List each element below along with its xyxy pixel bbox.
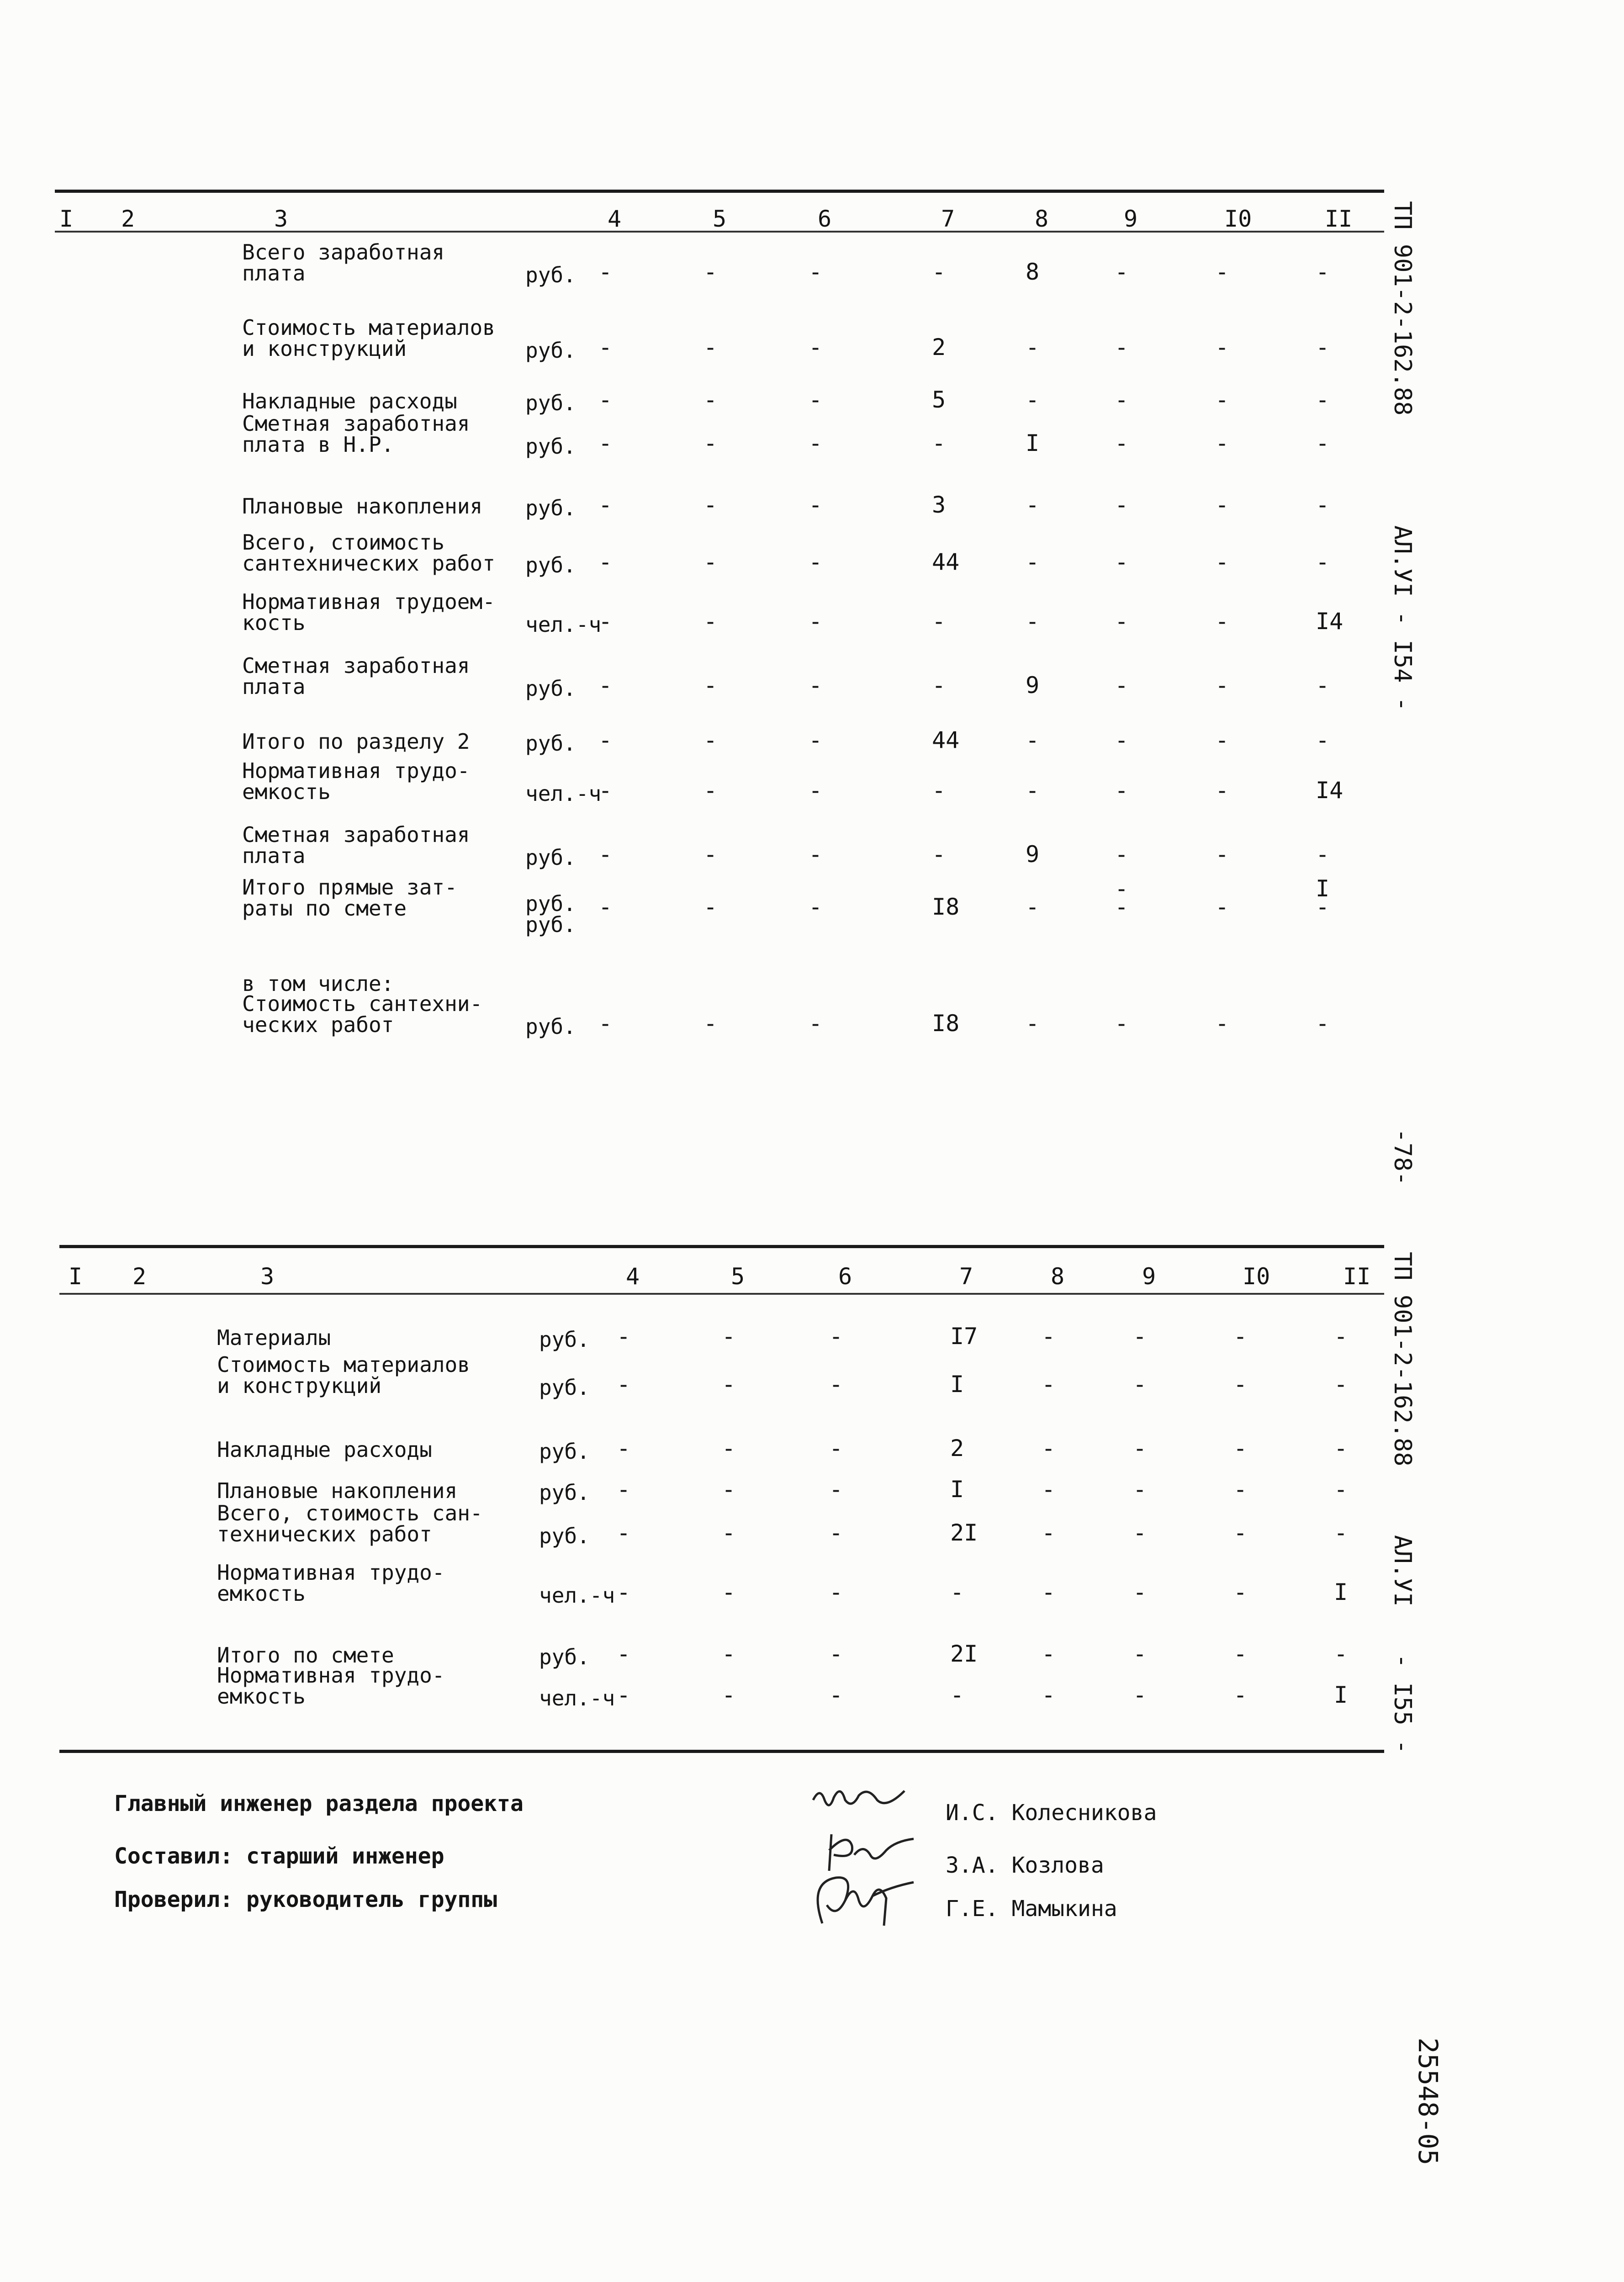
top-row-7-col-11: І4 — [1316, 608, 1344, 635]
bottom-row-2-description: Стоимость материалов и конструкций — [217, 1352, 470, 1398]
bottom-row-2-col-7: І — [950, 1371, 964, 1398]
top-row-3-col-11: - — [1316, 387, 1330, 413]
bottom-header-col-5: 5 — [731, 1263, 745, 1290]
top-row-4-description: Сметная заработная плата в Н.Р. — [242, 411, 470, 457]
top-row-1-col-9: - — [1115, 259, 1129, 285]
signature-mark-3 — [804, 1869, 923, 1933]
bottom-row-5-col-7: 2І — [950, 1520, 978, 1546]
top-header-col-11: ІІ — [1325, 206, 1353, 232]
bottom-row-2-col-10: - — [1233, 1371, 1248, 1398]
top-row-3-col-9: - — [1115, 387, 1129, 413]
bottom-row-6-col-7: - — [950, 1579, 964, 1605]
bottom-row-5-col-11: - — [1334, 1520, 1348, 1546]
bottom-row-3-col-6: - — [829, 1435, 843, 1461]
bottom-row-2-col-6: - — [829, 1371, 843, 1398]
top-row-4-col-6: - — [809, 430, 823, 456]
top-row-8-description: Сметная заработная плата — [242, 653, 470, 699]
bottom-row-8-col-9: - — [1133, 1682, 1147, 1708]
top-header-col-8: 8 — [1035, 206, 1049, 232]
top-row-8-col-11: - — [1316, 672, 1330, 699]
bottom-row-3-col-9: - — [1133, 1435, 1147, 1461]
top-row-14-col-9: - — [1115, 1010, 1129, 1037]
top-row-14-description: Стоимость сантехни- ческих работ — [242, 991, 483, 1037]
bottom-row-3-col-8: - — [1042, 1435, 1056, 1461]
top-row-8-col-7: - — [932, 672, 946, 699]
top-row-12-col-8: - — [1026, 894, 1040, 920]
bottom-row-7-unit: руб. — [539, 1645, 590, 1669]
bottom-row-7-col-9: - — [1133, 1641, 1147, 1667]
top-row-10-unit: чел.-ч — [525, 781, 602, 806]
top-row-6-col-11: - — [1316, 549, 1330, 575]
top-row-12-description: Итого прямые зат- раты по смете — [242, 875, 457, 921]
top-row-11-col-6: - — [809, 841, 823, 868]
top-row-12-col-11: І - — [1316, 875, 1330, 920]
bottom-row-6-description: Нормативная трудо- емкость — [217, 1560, 445, 1606]
top-row-3-col-10: - — [1215, 387, 1229, 413]
top-row-8-col-9: - — [1115, 672, 1129, 699]
side-code-bottom: ТП 901-2-162.88 — [1389, 1252, 1416, 1467]
top-row-3-col-6: - — [809, 387, 823, 413]
top-row-2-col-7: 2 — [932, 334, 946, 360]
side-sheet-bottom: - І55 - — [1389, 1654, 1416, 1754]
top-row-14-col-8: - — [1026, 1010, 1040, 1037]
top-table-rule-top — [55, 190, 1384, 193]
bottom-row-8-col-8: - — [1042, 1682, 1056, 1708]
bottom-row-3-col-4: - — [617, 1435, 631, 1461]
top-header-col-10: І0 — [1224, 206, 1252, 232]
top-row-3-col-4: - — [598, 387, 613, 413]
bottom-row-4-col-8: - — [1042, 1476, 1056, 1503]
bottom-row-1-col-4: - — [617, 1323, 631, 1350]
top-row-8-unit: руб. — [525, 676, 576, 701]
top-row-7-col-9: - — [1115, 608, 1129, 635]
bottom-row-1-col-6: - — [829, 1323, 843, 1350]
bottom-row-8-col-10: - — [1233, 1682, 1248, 1708]
top-row-5-col-11: - — [1316, 492, 1330, 518]
top-row-11-col-5: - — [704, 841, 718, 868]
top-row-11-col-4: - — [598, 841, 613, 868]
top-row-10-col-6: - — [809, 777, 823, 804]
bottom-row-6-col-11: І — [1334, 1579, 1348, 1605]
bottom-row-1-col-10: - — [1233, 1323, 1248, 1350]
bottom-row-7-col-8: - — [1042, 1641, 1056, 1667]
top-row-1-col-7: - — [932, 259, 946, 285]
top-row-7-col-7: - — [932, 608, 946, 635]
top-row-12-col-10: - — [1215, 894, 1229, 920]
bottom-row-4-col-7: І — [950, 1476, 964, 1503]
top-row-6-description: Всего, стоимость сантехнических работ — [242, 530, 495, 576]
top-row-5-col-9: - — [1115, 492, 1129, 518]
bottom-row-4-description: Плановые накопления — [217, 1478, 458, 1503]
bottom-row-6-unit: чел.-ч — [539, 1583, 615, 1608]
bottom-row-3-unit: руб. — [539, 1439, 590, 1464]
signature-name-chief-engineer: И.С. Колесникова — [946, 1800, 1157, 1826]
top-row-8-col-8: 9 — [1026, 672, 1040, 699]
bottom-row-5-col-4: - — [617, 1520, 631, 1546]
top-row-5-col-10: - — [1215, 492, 1229, 518]
top-row-7-col-4: - — [598, 608, 613, 635]
bottom-row-8-unit: чел.-ч — [539, 1686, 615, 1710]
bottom-row-7-col-4: - — [617, 1641, 631, 1667]
bottom-header-col-3: 3 — [260, 1263, 275, 1290]
top-row-5-unit: руб. — [525, 496, 576, 520]
bottom-row-3-description: Накладные расходы — [217, 1437, 432, 1462]
bottom-header-col-6: 6 — [838, 1263, 852, 1290]
bottom-row-8-col-4: - — [617, 1682, 631, 1708]
top-row-6-col-8: - — [1026, 549, 1040, 575]
top-row-6-col-10: - — [1215, 549, 1229, 575]
top-row-1-col-10: - — [1215, 259, 1229, 285]
top-header-col-3: 3 — [274, 206, 288, 232]
bottom-row-6-col-10: - — [1233, 1579, 1248, 1605]
top-row-3-col-7: 5 — [932, 387, 946, 413]
bottom-row-1-col-11: - — [1334, 1323, 1348, 1350]
top-row-6-col-5: - — [704, 549, 718, 575]
bottom-row-1-col-8: - — [1042, 1323, 1056, 1350]
top-row-4-col-9: - — [1115, 430, 1129, 456]
bottom-row-7-col-11: - — [1334, 1641, 1348, 1667]
top-row-10-col-5: - — [704, 777, 718, 804]
top-header-col-4: 4 — [608, 206, 622, 232]
top-row-10-col-11: І4 — [1316, 777, 1344, 804]
bottom-header-col-11: ІІ — [1343, 1263, 1371, 1290]
top-row-10-col-9: - — [1115, 777, 1129, 804]
bottom-row-4-col-10: - — [1233, 1476, 1248, 1503]
top-row-2-col-8: - — [1026, 334, 1040, 360]
bottom-row-7-col-10: - — [1233, 1641, 1248, 1667]
top-row-10-col-7: - — [932, 777, 946, 804]
bottom-row-8-col-6: - — [829, 1682, 843, 1708]
top-row-9-description: Итого по разделу 2 — [242, 729, 470, 754]
bottom-row-8-col-7: - — [950, 1682, 964, 1708]
top-row-13-description: в том числе: — [242, 971, 394, 996]
top-row-9-col-7: 44 — [932, 727, 960, 753]
bottom-row-8-col-11: І — [1334, 1682, 1348, 1708]
top-row-12-col-5: - — [704, 894, 718, 920]
bottom-row-5-col-8: - — [1042, 1520, 1056, 1546]
bottom-table-rule-header — [59, 1293, 1384, 1295]
signature-name-checker: Г.Е. Мамыкина — [946, 1896, 1117, 1922]
top-row-4-col-5: - — [704, 430, 718, 456]
top-row-14-col-10: - — [1215, 1010, 1229, 1037]
top-row-12-col-4: - — [598, 894, 613, 920]
bottom-row-6-col-5: - — [722, 1579, 736, 1605]
top-row-7-col-10: - — [1215, 608, 1229, 635]
top-row-1-unit: руб. — [525, 263, 576, 287]
bottom-row-4-col-4: - — [617, 1476, 631, 1503]
bottom-row-5-col-10: - — [1233, 1520, 1248, 1546]
top-row-1-col-8: 8 — [1026, 259, 1040, 285]
top-row-1-col-11: - — [1316, 259, 1330, 285]
top-row-10-col-4: - — [598, 777, 613, 804]
top-row-12-col-6: - — [809, 894, 823, 920]
bottom-row-4-col-5: - — [722, 1476, 736, 1503]
bottom-row-4-unit: руб. — [539, 1480, 590, 1505]
top-row-2-col-6: - — [809, 334, 823, 360]
signature-role-checker: Проверил: руководитель группы — [114, 1887, 497, 1912]
top-row-5-description: Плановые накопления — [242, 494, 483, 519]
bottom-row-5-description: Всего, стоимость сан- технических работ — [217, 1501, 483, 1546]
top-row-11-col-11: - — [1316, 841, 1330, 868]
bottom-row-5-col-9: - — [1133, 1520, 1147, 1546]
bottom-row-5-unit: руб. — [539, 1524, 590, 1548]
top-row-9-col-4: - — [598, 727, 613, 753]
bottom-row-1-col-5: - — [722, 1323, 736, 1350]
top-row-7-col-8: - — [1026, 608, 1040, 635]
top-row-14-col-4: - — [598, 1010, 613, 1037]
bottom-row-3-col-5: - — [722, 1435, 736, 1461]
bottom-header-col-4: 4 — [626, 1263, 640, 1290]
bottom-header-col-1: І — [69, 1263, 83, 1290]
top-row-7-col-5: - — [704, 608, 718, 635]
bottom-row-3-col-10: - — [1233, 1435, 1248, 1461]
top-row-12-unit: руб. руб. — [525, 891, 576, 937]
top-row-14-col-11: - — [1316, 1010, 1330, 1037]
top-row-9-col-10: - — [1215, 727, 1229, 753]
top-row-4-col-11: - — [1316, 430, 1330, 456]
bottom-header-col-8: 8 — [1051, 1263, 1065, 1290]
bottom-row-4-col-9: - — [1133, 1476, 1147, 1503]
top-row-5-col-6: - — [809, 492, 823, 518]
bottom-row-6-col-6: - — [829, 1579, 843, 1605]
top-header-col-5: 5 — [713, 206, 727, 232]
top-header-col-2: 2 — [121, 206, 135, 232]
top-row-7-unit: чел.-ч — [525, 612, 602, 637]
top-row-6-col-6: - — [809, 549, 823, 575]
bottom-row-6-col-4: - — [617, 1579, 631, 1605]
bottom-row-2-col-5: - — [722, 1371, 736, 1398]
top-row-4-col-10: - — [1215, 430, 1229, 456]
top-row-6-unit: руб. — [525, 553, 576, 577]
bottom-row-5-col-5: - — [722, 1520, 736, 1546]
top-row-8-col-5: - — [704, 672, 718, 699]
bottom-row-7-description: Итого по смете — [217, 1643, 394, 1668]
top-row-1-col-4: - — [598, 259, 613, 285]
top-row-4-col-7: - — [932, 430, 946, 456]
bottom-row-2-col-4: - — [617, 1371, 631, 1398]
bottom-row-6-col-9: - — [1133, 1579, 1147, 1605]
top-row-11-unit: руб. — [525, 845, 576, 870]
side-album-bottom: АЛ.УІ — [1389, 1535, 1416, 1607]
top-row-3-col-8: - — [1026, 387, 1040, 413]
bottom-row-2-col-9: - — [1133, 1371, 1147, 1398]
top-row-9-col-11: - — [1316, 727, 1330, 753]
top-row-2-col-4: - — [598, 334, 613, 360]
bottom-row-7-col-7: 2І — [950, 1641, 978, 1667]
top-row-6-col-4: - — [598, 549, 613, 575]
top-row-7-description: Нормативная трудоем- кость — [242, 589, 495, 635]
top-row-9-col-8: - — [1026, 727, 1040, 753]
bottom-header-col-9: 9 — [1142, 1263, 1156, 1290]
top-row-2-description: Стоимость материалов и конструкций — [242, 315, 495, 361]
top-row-6-col-9: - — [1115, 549, 1129, 575]
top-row-4-col-4: - — [598, 430, 613, 456]
top-row-2-col-5: - — [704, 334, 718, 360]
signature-mark-1 — [809, 1777, 918, 1818]
top-row-6-col-7: 44 — [932, 549, 960, 575]
archive-number: 25548-05 — [1412, 2038, 1444, 2166]
bottom-row-2-col-8: - — [1042, 1371, 1056, 1398]
top-row-1-col-5: - — [704, 259, 718, 285]
bottom-row-3-col-11: - — [1334, 1435, 1348, 1461]
bottom-row-8-description: Нормативная трудо- емкость — [217, 1663, 445, 1709]
top-row-5-col-5: - — [704, 492, 718, 518]
bottom-header-col-10: І0 — [1243, 1263, 1270, 1290]
top-row-9-col-9: - — [1115, 727, 1129, 753]
top-row-11-description: Сметная заработная плата — [242, 822, 470, 868]
top-row-10-col-10: - — [1215, 777, 1229, 804]
signature-role-compiler: Составил: старший инженер — [114, 1843, 444, 1869]
top-row-3-unit: руб. — [525, 391, 576, 415]
top-row-9-col-6: - — [809, 727, 823, 753]
bottom-row-3-col-7: 2 — [950, 1435, 964, 1461]
top-row-8-col-10: - — [1215, 672, 1229, 699]
signature-role-chief-engineer: Главный инженер раздела проекта — [114, 1791, 524, 1816]
top-row-10-col-8: - — [1026, 777, 1040, 804]
bottom-row-2-col-11: - — [1334, 1371, 1348, 1398]
top-header-col-9: 9 — [1124, 206, 1138, 232]
bottom-row-7-col-5: - — [722, 1641, 736, 1667]
side-album-top: АЛ.УІ - І54 - — [1389, 525, 1416, 711]
top-row-11-col-9: - — [1115, 841, 1129, 868]
top-row-9-unit: руб. — [525, 731, 576, 756]
top-row-5-col-8: - — [1026, 492, 1040, 518]
top-row-3-col-5: - — [704, 387, 718, 413]
top-row-12-col-9: - - — [1115, 875, 1129, 920]
top-row-3-description: Накладные расходы — [242, 389, 457, 413]
signature-name-compiler: З.А. Козлова — [946, 1853, 1104, 1878]
bottom-row-4-col-11: - — [1334, 1476, 1348, 1503]
top-row-11-col-7: - — [932, 841, 946, 868]
top-row-4-col-8: І — [1026, 430, 1040, 456]
bottom-row-2-unit: руб. — [539, 1375, 590, 1400]
top-header-col-7: 7 — [941, 206, 955, 232]
bottom-row-6-col-8: - — [1042, 1579, 1056, 1605]
bottom-row-1-description: Материалы — [217, 1325, 331, 1350]
top-row-2-unit: руб. — [525, 338, 576, 363]
bottom-table-rule-top — [59, 1245, 1384, 1248]
top-row-10-description: Нормативная трудо- емкость — [242, 758, 470, 804]
top-row-4-unit: руб. — [525, 434, 576, 459]
top-row-14-col-7: І8 — [932, 1010, 960, 1037]
top-row-12-col-7: І8 — [932, 894, 960, 920]
top-row-9-col-5: - — [704, 727, 718, 753]
bottom-row-7-col-6: - — [829, 1641, 843, 1667]
top-row-14-unit: руб. — [525, 1014, 576, 1039]
bottom-row-1-unit: руб. — [539, 1327, 590, 1352]
bottom-row-1-col-9: - — [1133, 1323, 1147, 1350]
top-row-2-col-9: - — [1115, 334, 1129, 360]
top-row-11-col-10: - — [1215, 841, 1229, 868]
bottom-row-8-col-5: - — [722, 1682, 736, 1708]
top-row-8-col-6: - — [809, 672, 823, 699]
top-row-2-col-11: - — [1316, 334, 1330, 360]
top-row-5-col-7: 3 — [932, 492, 946, 518]
top-header-col-6: 6 — [818, 206, 832, 232]
top-row-11-col-8: 9 — [1026, 841, 1040, 868]
top-row-14-col-5: - — [704, 1010, 718, 1037]
top-header-col-1: І — [59, 206, 74, 232]
side-code-top: ТП 901-2-162.88 — [1389, 201, 1416, 416]
bottom-header-col-7: 7 — [959, 1263, 973, 1290]
top-row-5-col-4: - — [598, 492, 613, 518]
bottom-header-col-2: 2 — [132, 1263, 147, 1290]
top-row-14-col-6: - — [809, 1010, 823, 1037]
side-page-number: -78- — [1389, 1128, 1416, 1186]
bottom-row-4-col-6: - — [829, 1476, 843, 1503]
top-row-8-col-4: - — [598, 672, 613, 699]
bottom-table-rule-end — [59, 1750, 1384, 1753]
top-row-2-col-10: - — [1215, 334, 1229, 360]
bottom-row-1-col-7: І7 — [950, 1323, 978, 1350]
top-row-7-col-6: - — [809, 608, 823, 635]
top-row-1-description: Всего заработная плата — [242, 240, 445, 286]
bottom-row-5-col-6: - — [829, 1520, 843, 1546]
top-row-1-col-6: - — [809, 259, 823, 285]
